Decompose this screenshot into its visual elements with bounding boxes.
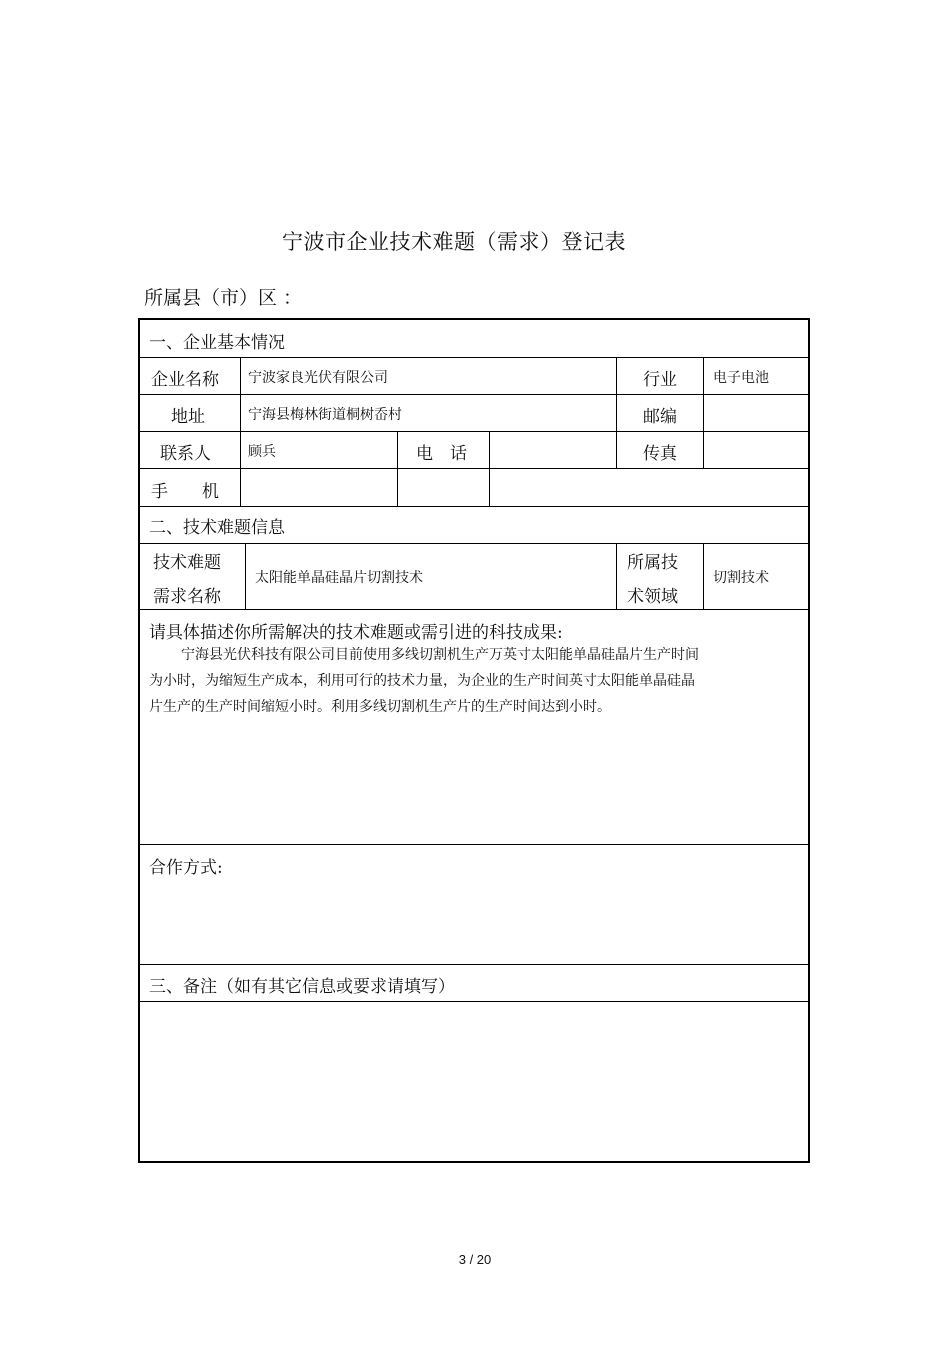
description-label: 请具体描述你所需解决的技术难题或需引进的科技成果: — [149, 623, 563, 643]
section2-heading: 二、技术难题信息 — [149, 518, 285, 538]
column-divider — [616, 357, 617, 468]
problem-name-label-line2: 需求名称 — [153, 587, 221, 607]
company-name-value: 宁波家良光伏有限公司 — [248, 370, 388, 386]
row-divider — [140, 844, 810, 845]
description-text — [149, 642, 749, 720]
problem-name-label-line1: 技术难题 — [153, 553, 221, 573]
contact-label: 联系人 — [160, 444, 211, 464]
column-divider — [397, 431, 398, 506]
column-divider — [703, 357, 704, 468]
column-divider — [489, 431, 490, 506]
column-divider — [240, 357, 241, 506]
field-label-line1: 所属技 — [627, 553, 678, 573]
mobile-label: 手 机 — [151, 482, 219, 502]
form-title: 宁波市企业技术难题（需求）登记表 — [282, 230, 626, 254]
row-divider — [140, 1001, 810, 1002]
description-line: 宁海县光伏科技有限公司目前使用多线切割机生产万英寸太阳能单晶硅晶片生产时间 — [181, 647, 699, 663]
region-label: 所属县（市）区 ： — [144, 287, 303, 309]
industry-label: 行业 — [643, 370, 677, 390]
postcode-label: 邮编 — [643, 407, 677, 427]
column-divider — [616, 543, 617, 609]
description-line: 片生产的生产时间缩短小时。利用多线切割机生产片的生产时间达到小时。 — [149, 699, 611, 715]
section1-heading: 一、企业基本情况 — [149, 333, 285, 353]
field-value: 切割技术 — [713, 570, 769, 586]
company-name-label: 企业名称 — [151, 370, 219, 390]
industry-value: 电子电池 — [713, 370, 769, 386]
address-value: 宁海县梅林街道桐树岙村 — [248, 407, 402, 423]
column-divider — [703, 543, 704, 609]
row-divider — [140, 964, 810, 965]
cooperation-label: 合作方式: — [149, 858, 223, 878]
section3-heading: 三、备注（如有其它信息或要求请填写） — [149, 977, 455, 997]
field-label-line2: 术领域 — [627, 587, 678, 607]
phone-label: 电 话 — [416, 444, 467, 464]
page-number: 3 / 20 — [458, 1252, 492, 1267]
fax-label: 传真 — [643, 444, 677, 464]
row-divider — [140, 609, 810, 610]
problem-name-value: 太阳能单晶硅晶片切割技术 — [255, 570, 423, 586]
address-label: 地址 — [171, 407, 205, 427]
row-divider — [140, 506, 810, 507]
contact-value: 顾兵 — [248, 444, 276, 460]
column-divider — [245, 543, 246, 609]
description-line: 为小时，为缩短生产成本，利用可行的技术力量，为企业的生产时间英寸太阳能单晶硅晶 — [149, 673, 695, 689]
row-divider — [140, 543, 810, 544]
registration-form — [138, 318, 810, 1163]
